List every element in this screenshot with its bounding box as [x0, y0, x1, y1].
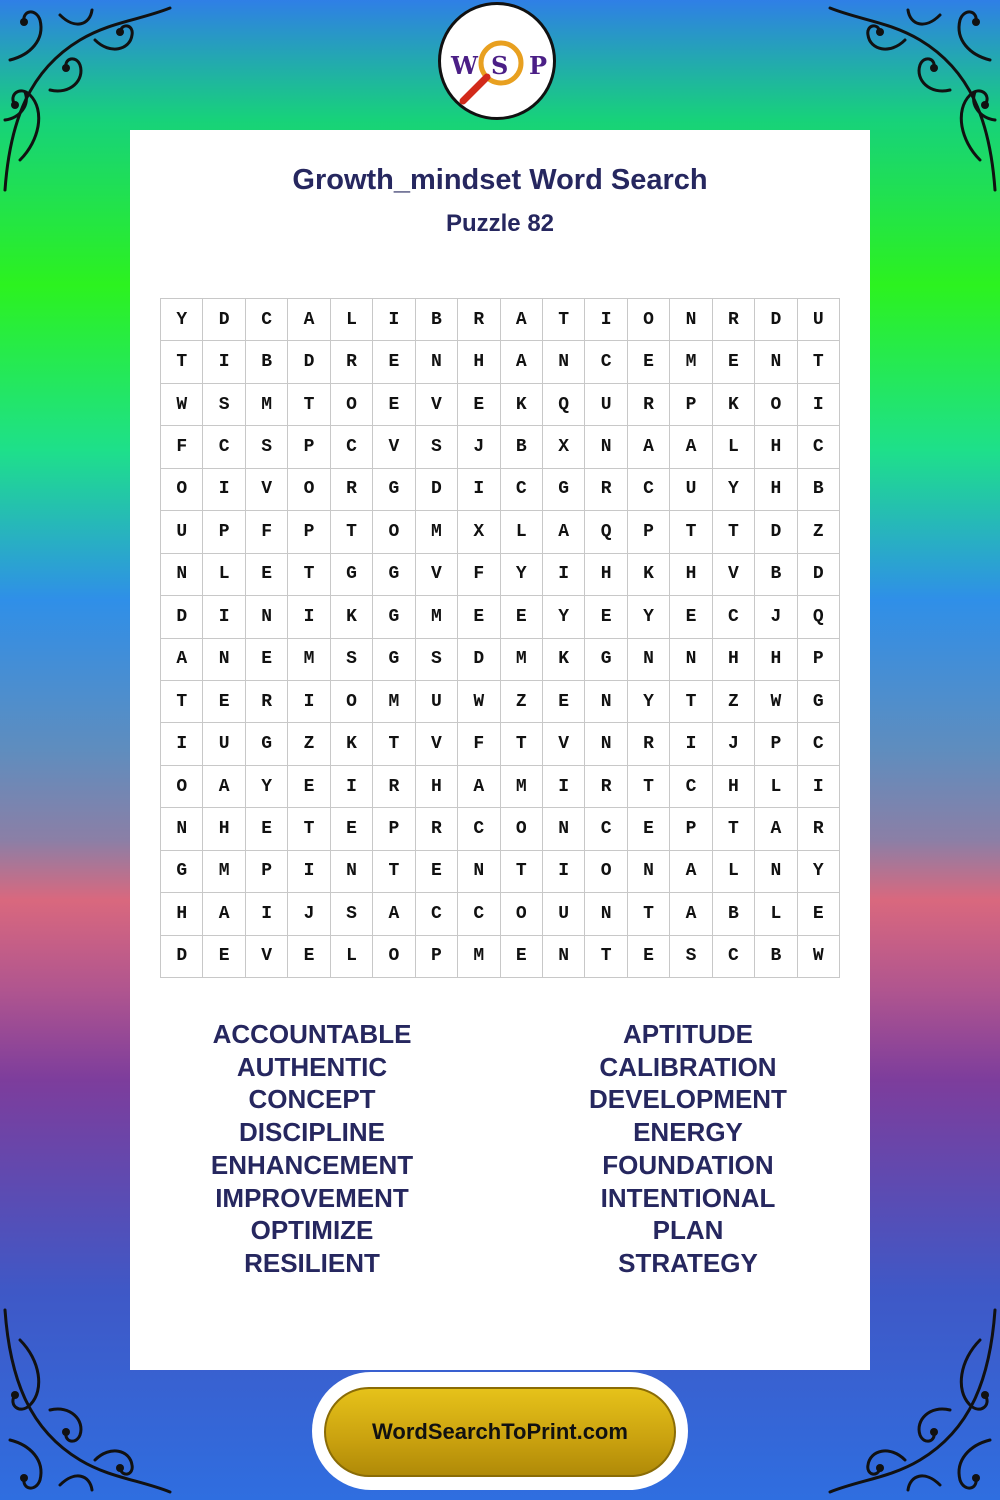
grid-cell[interactable]: Y — [161, 299, 203, 341]
grid-cell[interactable]: K — [501, 384, 543, 426]
grid-cell[interactable]: L — [331, 936, 373, 978]
grid-cell[interactable]: Y — [543, 596, 585, 638]
grid-cell[interactable]: R — [713, 299, 755, 341]
grid-cell[interactable]: U — [543, 893, 585, 935]
grid-cell[interactable]: A — [458, 766, 500, 808]
grid-cell[interactable]: E — [373, 384, 415, 426]
grid-cell[interactable]: A — [203, 766, 245, 808]
grid-cell[interactable]: P — [203, 511, 245, 553]
grid-cell[interactable]: B — [246, 341, 288, 383]
grid-cell[interactable]: E — [246, 554, 288, 596]
grid-cell[interactable]: Y — [628, 681, 670, 723]
grid-cell[interactable]: D — [288, 341, 330, 383]
word-list-item: STRATEGY — [618, 1247, 758, 1278]
grid-cell[interactable]: N — [246, 596, 288, 638]
grid-cell[interactable]: T — [713, 808, 755, 850]
grid-cell[interactable]: I — [288, 596, 330, 638]
grid-cell[interactable]: U — [798, 299, 840, 341]
grid-cell[interactable]: E — [246, 639, 288, 681]
grid-cell[interactable]: P — [246, 851, 288, 893]
grid-cell[interactable]: W — [798, 936, 840, 978]
grid-cell[interactable]: G — [585, 639, 627, 681]
grid-cell[interactable]: H — [713, 766, 755, 808]
grid-cell[interactable]: C — [628, 469, 670, 511]
grid-cell[interactable]: Z — [501, 681, 543, 723]
grid-cell[interactable]: E — [501, 596, 543, 638]
grid-cell[interactable]: O — [161, 469, 203, 511]
grid-cell[interactable]: X — [458, 511, 500, 553]
grid-cell[interactable]: L — [755, 893, 797, 935]
grid-cell[interactable]: R — [416, 808, 458, 850]
grid-cell[interactable]: P — [798, 639, 840, 681]
grid-cell[interactable]: N — [585, 681, 627, 723]
grid-cell[interactable]: N — [161, 808, 203, 850]
grid-cell[interactable]: C — [501, 469, 543, 511]
grid-cell[interactable]: N — [755, 851, 797, 893]
grid-cell[interactable]: N — [670, 299, 712, 341]
grid-cell[interactable]: G — [373, 596, 415, 638]
grid-cell[interactable]: O — [161, 766, 203, 808]
word-list-item: FOUNDATION — [602, 1149, 774, 1180]
grid-cell[interactable]: G — [161, 851, 203, 893]
grid-cell[interactable]: J — [458, 426, 500, 468]
grid-cell[interactable]: R — [331, 469, 373, 511]
grid-cell[interactable]: F — [246, 511, 288, 553]
grid-cell[interactable]: S — [203, 384, 245, 426]
grid-cell[interactable]: K — [713, 384, 755, 426]
word-list-item: AUTHENTIC — [236, 1051, 388, 1082]
grid-cell[interactable]: S — [331, 639, 373, 681]
grid-cell[interactable]: U — [670, 469, 712, 511]
grid-cell[interactable]: N — [628, 851, 670, 893]
grid-cell[interactable]: Y — [501, 554, 543, 596]
grid-cell[interactable]: E — [670, 596, 712, 638]
grid-cell[interactable]: T — [288, 384, 330, 426]
grid-cell[interactable]: A — [501, 299, 543, 341]
grid-cell[interactable]: O — [501, 893, 543, 935]
grid-cell[interactable]: B — [755, 936, 797, 978]
grid-cell[interactable]: V — [373, 426, 415, 468]
grid-cell[interactable]: S — [246, 426, 288, 468]
grid-cell[interactable]: H — [585, 554, 627, 596]
grid-cell[interactable]: H — [755, 469, 797, 511]
grid-cell[interactable]: Y — [798, 851, 840, 893]
grid-cell[interactable]: U — [416, 681, 458, 723]
grid-cell[interactable]: L — [713, 426, 755, 468]
grid-cell[interactable]: N — [585, 893, 627, 935]
grid-cell[interactable]: T — [585, 936, 627, 978]
grid-cell[interactable]: K — [628, 554, 670, 596]
grid-cell[interactable]: L — [203, 554, 245, 596]
grid-cell[interactable]: M — [203, 851, 245, 893]
grid-cell[interactable]: M — [416, 596, 458, 638]
grid-cell[interactable]: W — [755, 681, 797, 723]
grid-cell[interactable]: J — [288, 893, 330, 935]
grid-cell[interactable]: T — [288, 808, 330, 850]
grid-cell[interactable]: D — [161, 596, 203, 638]
word-list-item: INTENTIONAL — [600, 1182, 776, 1213]
grid-cell[interactable]: I — [373, 299, 415, 341]
grid-cell[interactable]: R — [331, 341, 373, 383]
grid-cell[interactable]: N — [670, 639, 712, 681]
grid-cell[interactable]: W — [458, 681, 500, 723]
word-list-item: DISCIPLINE — [239, 1117, 385, 1148]
word-list-item: ENHANCEMENT — [210, 1149, 414, 1180]
grid-cell[interactable]: E — [288, 936, 330, 978]
grid-cell[interactable]: D — [755, 511, 797, 553]
grid-cell[interactable]: L — [713, 851, 755, 893]
grid-cell[interactable]: G — [543, 469, 585, 511]
grid-cell[interactable]: H — [416, 766, 458, 808]
grid-cell[interactable]: M — [670, 341, 712, 383]
grid-cell[interactable]: Q — [543, 384, 585, 426]
grid-cell[interactable]: B — [798, 469, 840, 511]
grid-cell[interactable]: N — [543, 936, 585, 978]
grid-cell[interactable]: E — [246, 808, 288, 850]
grid-cell[interactable]: O — [373, 511, 415, 553]
grid-cell[interactable]: C — [798, 426, 840, 468]
grid-cell[interactable]: T — [670, 681, 712, 723]
grid-cell[interactable]: O — [501, 808, 543, 850]
word-list-item: PLAN — [652, 1215, 724, 1246]
grid-cell[interactable]: O — [755, 384, 797, 426]
grid-cell[interactable]: A — [543, 511, 585, 553]
grid-cell[interactable]: L — [501, 511, 543, 553]
grid-cell[interactable]: V — [246, 469, 288, 511]
grid-cell[interactable]: C — [585, 341, 627, 383]
grid-cell[interactable]: D — [798, 554, 840, 596]
grid-cell[interactable]: G — [331, 554, 373, 596]
letter-grid[interactable] — [160, 298, 840, 978]
grid-cell[interactable]: R — [585, 469, 627, 511]
grid-cell[interactable]: T — [288, 554, 330, 596]
grid-cell[interactable]: S — [416, 426, 458, 468]
grid-cell[interactable]: I — [670, 723, 712, 765]
grid-cell[interactable]: N — [543, 808, 585, 850]
word-list-item: ENERGY — [633, 1117, 743, 1148]
grid-cell[interactable]: U — [585, 384, 627, 426]
site-logo[interactable] — [438, 2, 556, 120]
grid-cell[interactable]: S — [670, 936, 712, 978]
grid-cell[interactable]: R — [585, 766, 627, 808]
site-link-button[interactable]: WordSearchToPrint.com — [324, 1387, 676, 1477]
grid-cell[interactable]: K — [543, 639, 585, 681]
word-list-item: CONCEPT — [248, 1084, 376, 1115]
grid-cell[interactable]: E — [203, 936, 245, 978]
grid-cell[interactable]: I — [798, 766, 840, 808]
grid-cell[interactable]: D — [203, 299, 245, 341]
grid-cell[interactable]: N — [416, 341, 458, 383]
grid-cell[interactable]: P — [416, 936, 458, 978]
grid-cell[interactable]: E — [585, 596, 627, 638]
grid-cell[interactable]: B — [501, 426, 543, 468]
grid-cell[interactable]: I — [585, 299, 627, 341]
grid-cell[interactable]: E — [543, 681, 585, 723]
grid-cell[interactable]: C — [203, 426, 245, 468]
grid-cell[interactable]: O — [331, 384, 373, 426]
puzzle-number: Puzzle 82 — [445, 210, 555, 237]
grid-cell[interactable]: M — [501, 766, 543, 808]
word-list-item: DEVELOPMENT — [589, 1084, 787, 1115]
grid-cell[interactable]: I — [203, 469, 245, 511]
grid-cell[interactable]: A — [161, 639, 203, 681]
grid-cell[interactable]: P — [288, 511, 330, 553]
grid-cell[interactable]: V — [416, 723, 458, 765]
grid-cell[interactable]: O — [628, 299, 670, 341]
grid-cell[interactable]: F — [458, 723, 500, 765]
grid-cell[interactable]: V — [713, 554, 755, 596]
grid-cell[interactable]: A — [670, 893, 712, 935]
grid-cell[interactable]: I — [246, 893, 288, 935]
grid-cell[interactable]: N — [161, 554, 203, 596]
grid-cell[interactable]: L — [755, 766, 797, 808]
grid-cell[interactable]: C — [670, 766, 712, 808]
grid-cell[interactable]: C — [798, 723, 840, 765]
grid-cell[interactable]: P — [755, 723, 797, 765]
grid-cell[interactable]: V — [543, 723, 585, 765]
grid-cell[interactable]: T — [501, 723, 543, 765]
word-list-item: OPTIMIZE — [250, 1215, 374, 1246]
grid-cell[interactable]: T — [543, 299, 585, 341]
grid-cell[interactable]: T — [161, 681, 203, 723]
grid-cell[interactable]: E — [628, 936, 670, 978]
grid-cell[interactable]: R — [628, 384, 670, 426]
grid-cell[interactable]: N — [458, 851, 500, 893]
grid-cell[interactable]: H — [713, 639, 755, 681]
grid-cell[interactable]: P — [373, 808, 415, 850]
grid-cell[interactable]: E — [628, 808, 670, 850]
grid-cell[interactable]: O — [373, 936, 415, 978]
grid-cell[interactable]: O — [331, 681, 373, 723]
grid-cell[interactable]: O — [288, 469, 330, 511]
grid-cell[interactable]: A — [203, 893, 245, 935]
grid-cell[interactable]: T — [373, 851, 415, 893]
grid-cell[interactable]: C — [713, 596, 755, 638]
grid-cell[interactable]: V — [416, 384, 458, 426]
grid-cell[interactable]: T — [713, 511, 755, 553]
grid-cell[interactable]: C — [713, 936, 755, 978]
grid-cell[interactable]: Y — [628, 596, 670, 638]
word-list-item: RESILIENT — [244, 1247, 380, 1278]
grid-cell[interactable]: U — [203, 723, 245, 765]
grid-cell[interactable]: F — [458, 554, 500, 596]
grid-cell[interactable]: E — [416, 851, 458, 893]
grid-cell[interactable]: A — [670, 851, 712, 893]
grid-cell[interactable]: G — [373, 639, 415, 681]
grid-cell[interactable]: P — [628, 511, 670, 553]
grid-cell[interactable]: I — [543, 554, 585, 596]
grid-cell[interactable]: C — [416, 893, 458, 935]
grid-cell[interactable]: G — [798, 681, 840, 723]
grid-cell[interactable]: E — [288, 766, 330, 808]
grid-cell[interactable]: Z — [798, 511, 840, 553]
grid-cell[interactable]: E — [331, 808, 373, 850]
grid-cell[interactable]: P — [670, 808, 712, 850]
grid-cell[interactable]: M — [246, 384, 288, 426]
grid-cell[interactable]: V — [246, 936, 288, 978]
grid-cell[interactable]: H — [458, 341, 500, 383]
page-title: Growth_mindset Word Search — [292, 164, 708, 196]
grid-cell[interactable]: S — [331, 893, 373, 935]
grid-cell[interactable]: U — [161, 511, 203, 553]
word-list-item: CALIBRATION — [599, 1051, 777, 1082]
grid-cell[interactable]: N — [331, 851, 373, 893]
grid-cell[interactable]: E — [501, 936, 543, 978]
grid-cell[interactable]: T — [501, 851, 543, 893]
grid-cell[interactable]: N — [755, 341, 797, 383]
grid-cell[interactable]: M — [458, 936, 500, 978]
word-list-item: ACCOUNTABLE — [212, 1019, 412, 1049]
grid-cell[interactable]: E — [798, 893, 840, 935]
grid-cell[interactable]: H — [755, 639, 797, 681]
grid-cell[interactable]: Y — [246, 766, 288, 808]
grid-cell[interactable]: N — [585, 723, 627, 765]
grid-cell[interactable]: C — [331, 426, 373, 468]
grid-cell[interactable]: L — [331, 299, 373, 341]
grid-cell[interactable]: A — [755, 808, 797, 850]
magnifier-icon — [441, 5, 553, 117]
grid-cell[interactable]: Q — [798, 596, 840, 638]
grid-cell[interactable]: R — [373, 766, 415, 808]
grid-cell[interactable]: R — [458, 299, 500, 341]
grid-cell[interactable]: Z — [713, 681, 755, 723]
word-list-item: APTITUDE — [623, 1019, 753, 1049]
grid-cell[interactable]: I — [798, 384, 840, 426]
grid-cell[interactable]: K — [331, 596, 373, 638]
grid-cell[interactable]: A — [288, 299, 330, 341]
grid-cell[interactable]: G — [373, 554, 415, 596]
grid-cell[interactable]: B — [416, 299, 458, 341]
grid-cell[interactable]: I — [543, 851, 585, 893]
grid-cell[interactable]: I — [543, 766, 585, 808]
grid-cell[interactable]: K — [331, 723, 373, 765]
grid-cell[interactable]: T — [798, 341, 840, 383]
grid-cell[interactable]: I — [203, 341, 245, 383]
grid-cell[interactable]: N — [585, 426, 627, 468]
grid-cell[interactable]: Q — [585, 511, 627, 553]
grid-cell[interactable]: I — [288, 851, 330, 893]
grid-cell[interactable]: J — [713, 723, 755, 765]
grid-cell[interactable]: C — [458, 893, 500, 935]
grid-cell[interactable]: C — [246, 299, 288, 341]
grid-cell[interactable]: E — [203, 681, 245, 723]
grid-cell[interactable]: V — [416, 554, 458, 596]
logo-letter-p: P — [529, 51, 548, 80]
word-list-left — [152, 1018, 472, 1280]
grid-cell[interactable]: X — [543, 426, 585, 468]
grid-cell[interactable]: S — [416, 639, 458, 681]
grid-cell[interactable]: Y — [713, 469, 755, 511]
grid-cell[interactable]: T — [373, 723, 415, 765]
grid-cell[interactable]: R — [628, 723, 670, 765]
grid-cell[interactable]: I — [288, 681, 330, 723]
grid-cell[interactable]: M — [373, 681, 415, 723]
grid-cell[interactable]: W — [161, 384, 203, 426]
grid-cell[interactable]: B — [755, 554, 797, 596]
grid-cell[interactable]: D — [416, 469, 458, 511]
grid-cell[interactable]: O — [585, 851, 627, 893]
grid-cell[interactable]: G — [373, 469, 415, 511]
grid-cell[interactable]: C — [585, 808, 627, 850]
grid-cell[interactable]: F — [161, 426, 203, 468]
grid-cell[interactable]: C — [458, 808, 500, 850]
grid-cell[interactable]: E — [458, 596, 500, 638]
grid-cell[interactable]: R — [798, 808, 840, 850]
grid-cell[interactable]: P — [288, 426, 330, 468]
grid-cell[interactable]: B — [713, 893, 755, 935]
grid-cell[interactable]: A — [670, 426, 712, 468]
grid-cell[interactable]: P — [670, 384, 712, 426]
grid-cell[interactable]: I — [458, 469, 500, 511]
grid-cell[interactable]: E — [628, 341, 670, 383]
grid-cell[interactable]: G — [246, 723, 288, 765]
grid-cell[interactable]: I — [161, 723, 203, 765]
grid-cell[interactable]: D — [755, 299, 797, 341]
grid-cell[interactable]: M — [416, 511, 458, 553]
grid-cell[interactable]: E — [458, 384, 500, 426]
grid-cell[interactable]: A — [373, 893, 415, 935]
grid-cell[interactable]: I — [331, 766, 373, 808]
grid-cell[interactable]: N — [203, 639, 245, 681]
grid-cell[interactable]: T — [331, 511, 373, 553]
grid-cell[interactable]: T — [670, 511, 712, 553]
grid-cell[interactable]: E — [373, 341, 415, 383]
grid-cell[interactable]: T — [628, 893, 670, 935]
grid-cell[interactable]: E — [713, 341, 755, 383]
grid-cell[interactable]: A — [501, 341, 543, 383]
grid-cell[interactable]: A — [628, 426, 670, 468]
logo-letter-w: W — [451, 51, 478, 80]
grid-cell[interactable]: M — [501, 639, 543, 681]
grid-cell[interactable]: D — [458, 639, 500, 681]
grid-cell[interactable]: H — [670, 554, 712, 596]
logo-letter-s: S — [491, 51, 509, 80]
grid-cell[interactable]: H — [203, 808, 245, 850]
grid-cell[interactable]: R — [246, 681, 288, 723]
grid-cell[interactable]: H — [755, 426, 797, 468]
grid-cell[interactable]: D — [161, 936, 203, 978]
grid-cell[interactable]: T — [628, 766, 670, 808]
word-list-item: IMPROVEMENT — [215, 1182, 409, 1213]
grid-cell[interactable]: N — [628, 639, 670, 681]
word-list-right — [528, 1018, 848, 1280]
grid-cell[interactable]: M — [288, 639, 330, 681]
grid-cell[interactable]: I — [203, 596, 245, 638]
grid-cell[interactable]: T — [161, 341, 203, 383]
grid-cell[interactable]: Z — [288, 723, 330, 765]
grid-cell[interactable]: H — [161, 893, 203, 935]
grid-cell[interactable]: N — [543, 341, 585, 383]
grid-cell[interactable]: J — [755, 596, 797, 638]
